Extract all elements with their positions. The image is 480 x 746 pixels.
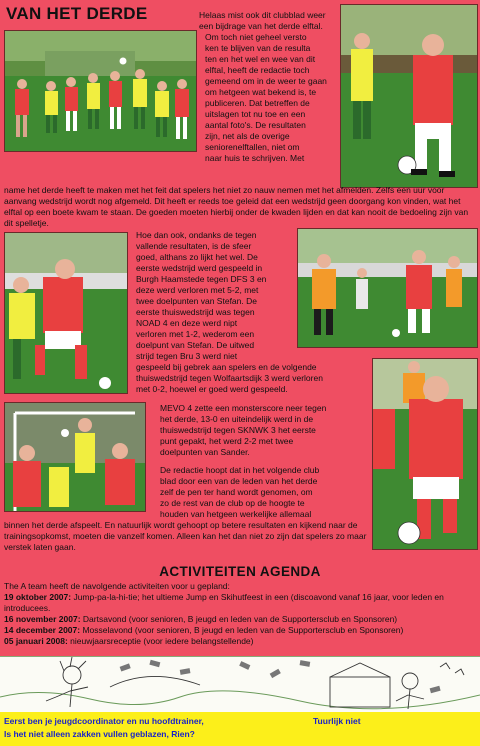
- paragraph-line: zelf de pen ter hand wordt genomen, om: [160, 487, 313, 497]
- agenda-item-date: 05 januari 2008:: [4, 636, 68, 646]
- agenda-list: [4, 581, 476, 647]
- intro-line: publiceren. Dat betreffen de: [205, 98, 310, 108]
- cartoon-caption-left-1: Eerst ben je jeugdcoordinator en nu hoofdtrainer,: [4, 716, 204, 726]
- article-paragraph-2-continued: [136, 362, 366, 395]
- paragraph-line: met 0-2, hoewel er goed werd gespeeld.: [136, 384, 288, 394]
- paragraph-line: NOAD 4 en deze werd nipt: [136, 318, 238, 328]
- paragraph-line: doelpunten van Sander.: [160, 447, 250, 457]
- paragraph-line: punt gepakt, het werd 2-2 met twee: [160, 436, 294, 446]
- paragraph-line: goed, althans zo lijkt het wel. De: [136, 252, 258, 262]
- intro-line: zijn, net als de overige: [205, 131, 290, 141]
- agenda-title: ACTIVITEITEN AGENDA: [159, 564, 321, 579]
- intro-line: gemeend om in de weer te gaan: [205, 76, 327, 86]
- paragraph-line: gespeeld bij gebrek aan spelers en de volgende: [136, 362, 317, 372]
- intro-line: ten en het wel en wee van dit: [205, 54, 316, 64]
- agenda-item: [4, 636, 476, 647]
- intro-line: uitslagen tot nu toe en een: [205, 109, 306, 119]
- article-intro: Helaas mist ook dit clubblad weer een bijdrage van het derde elftal.: [199, 10, 326, 31]
- agenda-item: [4, 592, 476, 614]
- paragraph-line: Burgh Haamstede tegen DFS 3 en: [136, 274, 267, 284]
- intro-line: naar huis te schrijven. Met: [205, 153, 305, 163]
- paragraph-line: doelpunt van Stefan. De uitwed: [136, 340, 255, 350]
- cartoon-illustration: [0, 656, 480, 713]
- match-photo-4: [297, 228, 478, 348]
- article-paragraph-4-continued: binnen het derde afspeelt. En natuurlijk wordt gehoopt op betere resultaten en kijkend naar de trainingsopkomst, moeten die vanzelf komen. Alleen kan het dan niet zo zijn dat spelers zo maar verstek laten gaan.: [4, 520, 367, 552]
- match-photo-3: [4, 232, 128, 394]
- paragraph-line: MEVO 4 zette een monsterscore neer tegen: [160, 403, 327, 413]
- article-paragraph-4: [160, 465, 370, 520]
- paragraph-line: eerste wedstrijd werd gespeeld in: [136, 263, 263, 273]
- intro-line: ken te blijven van de resulta: [205, 43, 311, 53]
- paragraph-line: zo de rest van de club op de hoogte te: [160, 498, 305, 508]
- cartoon-caption-left-2: Is het niet alleen zakken vullen geblazen, Rien?: [4, 729, 195, 739]
- agenda-item-date: 16 november 2007:: [4, 614, 81, 624]
- agenda-item-date: 14 december 2007:: [4, 625, 81, 635]
- paragraph-line: verloren met 1-2, wederom een: [136, 329, 255, 339]
- agenda-item: [4, 614, 476, 625]
- intro-line: om hetgeen wat bekend is, te: [205, 87, 317, 97]
- match-photo-5: [372, 358, 478, 550]
- article-paragraph-2: [136, 230, 316, 362]
- intro-line: seniorenelftallen, niet om: [205, 142, 300, 152]
- paragraph-line: twee doelpunten van Stefan. De: [136, 296, 257, 306]
- agenda-item-text: Mosselavond (voor senioren, B jeugd en leden van de Supportersclub en Sponsoren): [80, 625, 404, 635]
- paragraph-line: blad door een van de leden van het derde: [160, 476, 318, 486]
- article-title: VAN HET DERDE: [6, 4, 148, 23]
- paragraph-line: thuiswedstrijd tegen Wolfaartsdijk 3 werd verloren: [136, 373, 323, 383]
- agenda-item-text: nieuwjaarsreceptie (voor iedere belangstellende): [67, 636, 254, 646]
- agenda-item-text: Jump-pa-la-hi-tie; het ultieme Jump en Skihutfeest in een (discoavond vanaf 16 jaar, voor leden en introducees.: [4, 592, 444, 613]
- intro-line: aantal foto's. De resultaten: [205, 120, 306, 130]
- paragraph-line: het derde, 13-0 en uiteindelijk werd in de: [160, 414, 314, 424]
- article-paragraph-3: [160, 403, 370, 458]
- agenda-item: [4, 625, 476, 636]
- article-paragraph-1: name het derde heeft te maken met het feit dat spelers het niet zo nauw nemen met het afmelden. Zelfs een uur voor aanvang wedstrijd wordt nog afgemeld. Dit heeft er reeds toe geleid dat een wedstrijd geen doorgang kon vinden, wat het elftal op een boete kwam te staan. De goeden moeten hierbij onder de kwaden lijden en dat kan nooit de bedoeling zijn van dit spelletje.: [4, 185, 469, 228]
- paragraph-line: strijd tegen Bru 3 werd niet: [136, 351, 238, 361]
- cartoon-caption-right: Tuurlijk niet: [313, 716, 361, 726]
- agenda-item-date: 19 oktober 2007:: [4, 592, 72, 602]
- article-intro-continued: [205, 32, 339, 164]
- paragraph-line: vallende resultaten, is de sfeer: [136, 241, 252, 251]
- match-photo-2: [340, 4, 478, 188]
- paragraph-line: thuiswedstrijd tegen SKNWK 3 het eerste: [160, 425, 316, 435]
- paragraph-line: De redactie hoopt dat in het volgende club: [160, 465, 320, 475]
- match-photo-1: [4, 30, 197, 152]
- cartoon-caption-bar: [0, 712, 480, 746]
- paragraph-line: eerste thuiswedstrijd was tegen: [136, 307, 255, 317]
- agenda-item-text: Dartsavond (voor senioren, B jeugd en leden van de Supportersclub en Sponsoren): [80, 614, 398, 624]
- paragraph-line: deze werd verloren met 5-2, met: [136, 285, 259, 295]
- match-photo-6: [4, 402, 146, 512]
- paragraph-line: Hoe dan ook, ondanks de tegen: [136, 230, 257, 240]
- intro-line: Om toch niet geheel versto: [205, 32, 307, 42]
- paragraph-line: houden van hetgeen werkelijke allemaal: [160, 509, 312, 519]
- agenda-intro: The A team heeft de navolgende activiteiten voor u gepland:: [4, 581, 230, 591]
- intro-line: elftal, heeft de redactie toch: [205, 65, 310, 75]
